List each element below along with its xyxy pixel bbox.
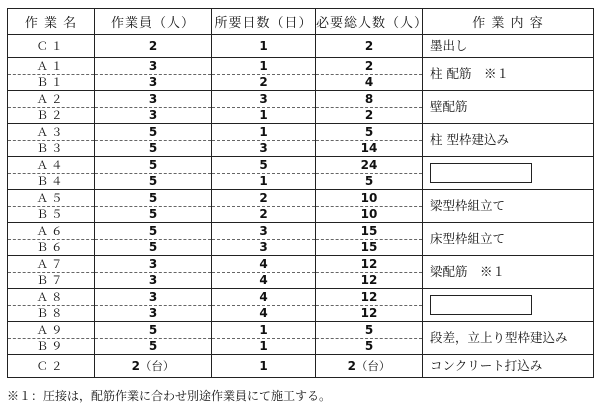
answer-blank-box <box>430 295 532 315</box>
content-cell: 壁配筋 <box>423 91 594 124</box>
work-name: Ａ２ <box>8 91 95 108</box>
table-row <box>8 355 594 378</box>
total-cell: 14 <box>316 140 423 157</box>
days-cell: 1 <box>212 107 316 124</box>
workers-cell: 5 <box>95 206 212 223</box>
work-name: Ｂ９ <box>8 338 95 355</box>
content-cell: 段差，立上り型枠建込み <box>423 322 594 355</box>
workers-cell: 5 <box>95 239 212 256</box>
table-row <box>8 190 594 207</box>
content-cell: 床型枠組立て <box>423 223 594 256</box>
total-value: 2 <box>347 359 356 373</box>
table-row <box>8 322 594 339</box>
work-name: Ａ８ <box>8 289 95 306</box>
days-cell: 3 <box>212 91 316 108</box>
footnote: ※１：圧接は，配筋作業に合わせ別途作業員にて施工する。 <box>7 389 332 403</box>
days-cell: 1 <box>212 35 316 58</box>
work-name: Ｂ１ <box>8 74 95 91</box>
work-name: Ｂ７ <box>8 272 95 289</box>
days-cell: 4 <box>212 272 316 289</box>
days-cell: 1 <box>212 338 316 355</box>
workers-cell: 5 <box>95 140 212 157</box>
total-cell: 5 <box>316 173 423 190</box>
work-name: Ａ７ <box>8 256 95 273</box>
workers-cell: 5 <box>95 223 212 240</box>
work-name: Ｂ６ <box>8 239 95 256</box>
days-cell: 1 <box>212 322 316 339</box>
days-cell: 3 <box>212 140 316 157</box>
content-cell: 柱 配筋 ※１ <box>423 58 594 91</box>
total-cell: 10 <box>316 190 423 207</box>
workers-cell: 5 <box>95 157 212 174</box>
days-cell: 4 <box>212 289 316 306</box>
table-row <box>8 157 594 174</box>
workers-cell: 5 <box>95 338 212 355</box>
workers-cell: 3 <box>95 107 212 124</box>
days-cell: 1 <box>212 124 316 141</box>
total-cell: 8 <box>316 91 423 108</box>
content-blank-cell <box>423 289 594 322</box>
header-days: 所要日数（日） <box>212 9 316 35</box>
total-cell: 12 <box>316 256 423 273</box>
workers-cell: 5 <box>95 173 212 190</box>
work-name: Ｃ２ <box>8 355 95 378</box>
content-blank-cell <box>423 157 594 190</box>
total-cell: 4 <box>316 74 423 91</box>
content-cell: 墨出し <box>423 35 594 58</box>
table-row <box>8 289 594 306</box>
workers-cell: 3 <box>95 58 212 75</box>
work-name: Ｂ８ <box>8 305 95 322</box>
days-cell: 2 <box>212 74 316 91</box>
workers-cell: 2 <box>95 35 212 58</box>
days-cell: 4 <box>212 305 316 322</box>
total-unit: （台） <box>355 359 391 373</box>
workers-cell <box>95 355 212 378</box>
table-row <box>8 58 594 75</box>
days-cell: 4 <box>212 256 316 273</box>
header-work-name: 作 業 名 <box>8 9 95 35</box>
work-name: Ｂ４ <box>8 173 95 190</box>
content-cell: 梁型枠組立て <box>423 190 594 223</box>
total-cell: 5 <box>316 322 423 339</box>
work-name: Ｂ５ <box>8 206 95 223</box>
content-cell: 柱 型枠建込み <box>423 124 594 157</box>
work-name: Ｂ２ <box>8 107 95 124</box>
total-cell: 12 <box>316 272 423 289</box>
table-row <box>8 91 594 108</box>
total-cell: 12 <box>316 305 423 322</box>
days-cell: 2 <box>212 206 316 223</box>
total-cell: 24 <box>316 157 423 174</box>
workers-value: 2 <box>131 359 140 373</box>
work-name: Ａ６ <box>8 223 95 240</box>
days-cell: 1 <box>212 58 316 75</box>
header-workers: 作業員（人） <box>95 9 212 35</box>
total-cell: 15 <box>316 239 423 256</box>
workers-cell: 3 <box>95 272 212 289</box>
days-cell: 3 <box>212 239 316 256</box>
table-row <box>8 256 594 273</box>
work-name: Ａ１ <box>8 58 95 75</box>
table-row <box>8 35 594 58</box>
total-cell: 5 <box>316 338 423 355</box>
workers-cell: 3 <box>95 289 212 306</box>
content-cell: 梁配筋 ※１ <box>423 256 594 289</box>
total-cell: 2 <box>316 58 423 75</box>
work-name: Ａ３ <box>8 124 95 141</box>
header-content: 作 業 内 容 <box>423 9 594 35</box>
workers-cell: 3 <box>95 256 212 273</box>
workers-cell: 3 <box>95 74 212 91</box>
days-cell: 2 <box>212 190 316 207</box>
workers-cell: 5 <box>95 322 212 339</box>
workers-cell: 5 <box>95 190 212 207</box>
workers-cell: 5 <box>95 124 212 141</box>
total-cell <box>316 355 423 378</box>
days-cell: 1 <box>212 173 316 190</box>
workers-cell: 3 <box>95 91 212 108</box>
work-name: Ａ９ <box>8 322 95 339</box>
days-cell: 3 <box>212 223 316 240</box>
days-cell: 1 <box>212 355 316 378</box>
table-row <box>8 223 594 240</box>
answer-blank-box <box>430 163 532 183</box>
total-cell: 12 <box>316 289 423 306</box>
days-cell: 5 <box>212 157 316 174</box>
work-name: Ａ５ <box>8 190 95 207</box>
total-cell: 5 <box>316 124 423 141</box>
total-cell: 15 <box>316 223 423 240</box>
total-cell: 2 <box>316 35 423 58</box>
workers-cell: 3 <box>95 305 212 322</box>
content-cell: コンクリート打込み <box>423 355 594 378</box>
work-name: Ｂ３ <box>8 140 95 157</box>
work-name: Ｃ１ <box>8 35 95 58</box>
header-total: 必要総人数（人） <box>316 9 423 35</box>
workers-unit: （台） <box>139 359 175 373</box>
work-name: Ａ４ <box>8 157 95 174</box>
table-row <box>8 124 594 141</box>
header-row <box>8 9 594 35</box>
work-schedule-table <box>7 8 594 378</box>
total-cell: 2 <box>316 107 423 124</box>
total-cell: 10 <box>316 206 423 223</box>
